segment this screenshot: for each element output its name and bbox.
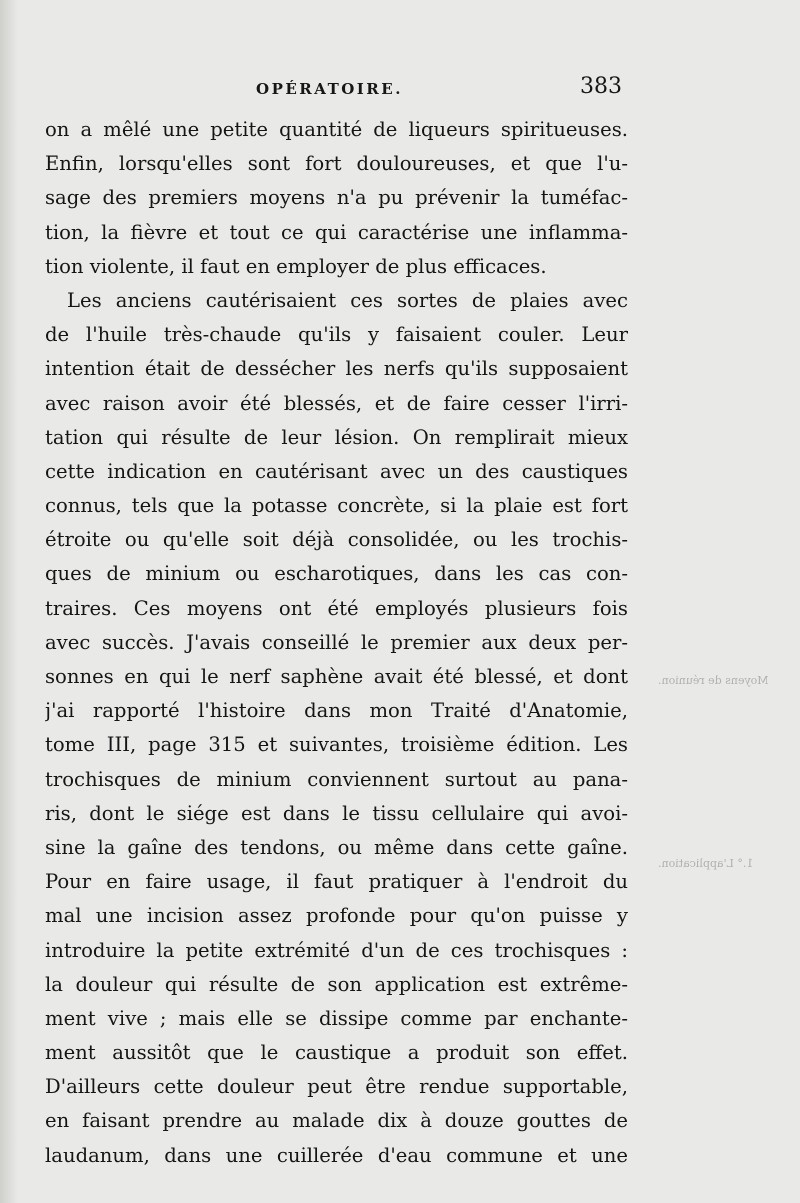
text-line: sage des premiers moyens n'a pu prévenir la tuméfac-	[45, 186, 628, 210]
text-line: la douleur qui résulte de son application est extrême-	[45, 972, 628, 996]
text-line: ques de minium ou escharotiques, dans les cas con-	[45, 562, 628, 586]
text-line: de l'huile très-chaude qu'ils y faisaient couler. Leur	[45, 323, 628, 347]
text-line: connus, tels que la potasse concrète, si la plaie est fort	[45, 494, 628, 518]
text-line: D'ailleurs cette douleur peut être rendue supportable,	[45, 1075, 628, 1099]
page-number: 383	[580, 74, 622, 99]
text-line: Les anciens cautérisaient ces sortes de plaies avec	[67, 288, 628, 312]
text-line: trochisques de minium conviennent surtout au pana-	[45, 767, 628, 791]
text-line: laudanum, dans une cuillerée d'eau commune et une	[45, 1143, 628, 1167]
text-line: sine la gaîne des tendons, ou même dans cette gaîne.	[45, 835, 628, 859]
text-line: tation qui résulte de leur lésion. On remplirait mieux	[45, 425, 628, 449]
text-line: ris, dont le siége est dans le tissu cellulaire qui avoi-	[45, 801, 628, 825]
text-line: Pour en faire usage, il faut pratiquer à l'endroit du	[45, 870, 628, 894]
running-head: OPÉRATOIRE.	[256, 80, 403, 98]
text-line: ment vive ; mais elle se dissipe comme par enchante-	[45, 1006, 628, 1030]
text-line: ment aussitôt que le caustique a produit son effet.	[45, 1041, 628, 1065]
margin-note: Moyens de réunion.	[658, 674, 769, 687]
text-line: traires. Ces moyens ont été employés plusieurs fois	[45, 596, 628, 620]
text-line: intention était de dessécher les nerfs qu'ils supposaient	[45, 357, 628, 381]
text-line: tion, la fièvre et tout ce qui caractérise une inflamma-	[45, 220, 628, 244]
text-line: tome III, page 315 et suivantes, troisième édition. Les	[45, 733, 628, 757]
text-line: introduire la petite extrémité d'un de ces trochisques :	[45, 938, 628, 962]
text-line: tion violente, il faut en employer de plus efficaces.	[45, 254, 547, 278]
text-line: on a mêlé une petite quantité de liqueurs spiritueuses.	[45, 118, 628, 141]
text-line: cette indication en cautérisant avec un des caustiques	[45, 459, 628, 483]
text-line: avec succès. J'avais conseillé le premier aux deux per-	[45, 630, 628, 654]
page-header	[40, 74, 628, 106]
text-line: j'ai rapporté l'histoire dans mon Traité d'Anatomie,	[45, 699, 628, 723]
text-line: mal une incision assez profonde pour qu'on puisse y	[45, 904, 628, 928]
text-line: sonnes en qui le nerf saphène avait été blessé, et dont	[45, 665, 628, 688]
text-line: avec raison avoir été blessés, et de faire cesser l'irri-	[45, 391, 628, 415]
text-line: Enfin, lorsqu'elles sont fort douloureuses, et que l'u-	[45, 152, 628, 176]
text-line: en faisant prendre au malade dix à douze gouttes de	[45, 1109, 628, 1133]
margin-note: 1.° L'application.	[658, 857, 754, 870]
body-text	[45, 113, 628, 1173]
text-line: étroite ou qu'elle soit déjà consolidée, ou les trochis-	[45, 528, 628, 552]
